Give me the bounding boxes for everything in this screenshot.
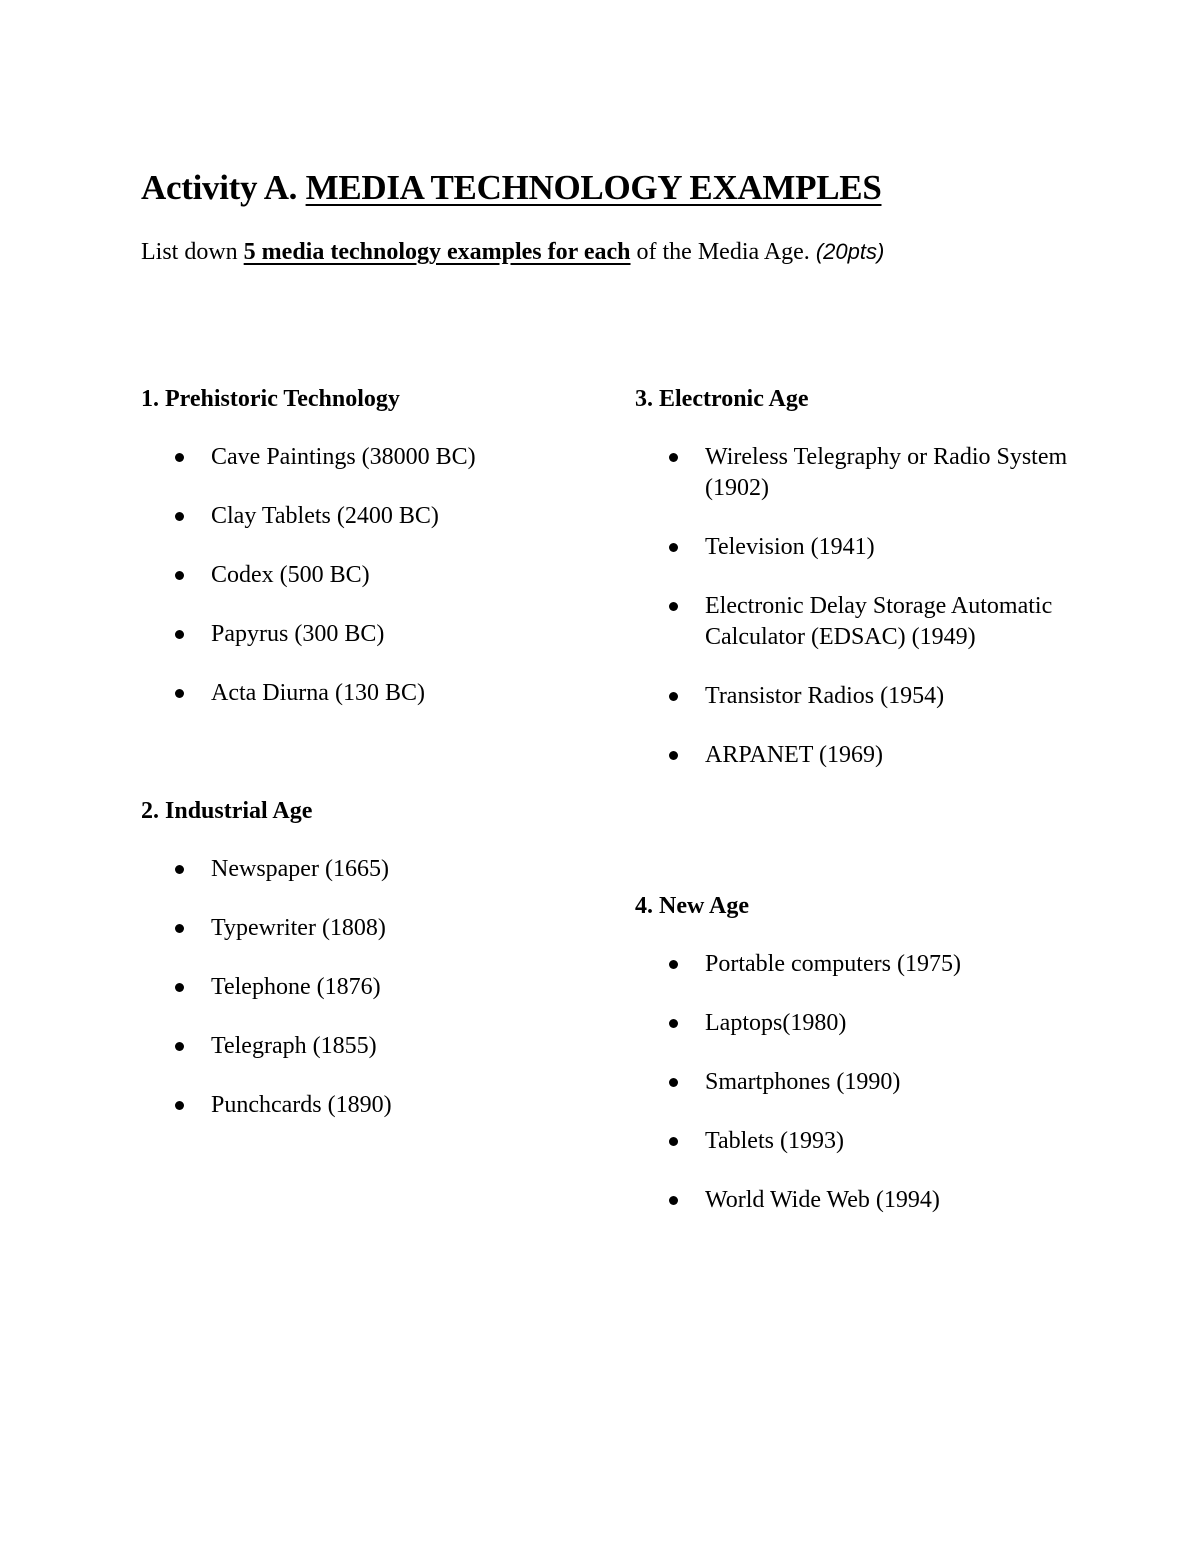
instruction-before: List down — [141, 239, 244, 265]
bullet-icon — [669, 1137, 678, 1146]
section-heading: 2. Industrial Age — [141, 798, 313, 824]
list-item — [635, 1008, 1075, 1039]
list-item-text: Portable computers (1975) — [705, 951, 961, 977]
bullet-icon — [175, 983, 184, 992]
section-industrial — [141, 796, 581, 1149]
list-item-text: Telegraph (1855) — [211, 1033, 377, 1059]
bullet-icon — [175, 924, 184, 933]
item-list — [141, 854, 581, 1121]
list-item-text: Clay Tablets (2400 BC) — [211, 503, 439, 529]
list-item-text: Newspaper (1665) — [211, 856, 389, 882]
bullet-icon — [175, 1042, 184, 1051]
list-item — [635, 532, 1075, 563]
list-item-text: World Wide Web (1994) — [705, 1187, 940, 1213]
bullet-icon — [669, 692, 678, 701]
list-item-text: Smartphones (1990) — [705, 1069, 901, 1095]
list-item-text: Cave Paintings (38000 BC) — [211, 444, 476, 470]
bullet-icon — [669, 1019, 678, 1028]
bullet-icon — [175, 630, 184, 639]
list-item — [635, 1067, 1075, 1098]
item-list — [635, 949, 1075, 1216]
list-item-text: Wireless Telegraphy or Radio System (1902) — [705, 444, 1068, 501]
list-item-text: Television (1941) — [705, 534, 875, 560]
bullet-icon — [175, 1101, 184, 1110]
bullet-icon — [175, 865, 184, 874]
list-item — [141, 913, 581, 944]
list-item — [141, 972, 581, 1003]
item-list — [141, 442, 581, 709]
list-item-text: Laptops(1980) — [705, 1010, 847, 1036]
list-item-text: Transistor Radios (1954) — [705, 683, 945, 709]
activity-title-prefix: Activity A. — [141, 168, 298, 207]
list-item — [635, 442, 1075, 504]
bullet-icon — [669, 960, 678, 969]
list-item-text: Electronic Delay Storage Automatic Calculator (EDSAC) (1949) — [705, 593, 1053, 650]
bullet-icon — [669, 602, 678, 611]
section-electronic — [635, 384, 1075, 799]
list-item-text: Codex (500 BC) — [211, 562, 370, 588]
list-item — [141, 1031, 581, 1062]
list-item — [635, 740, 1075, 771]
list-item-text: ARPANET (1969) — [705, 742, 884, 768]
bullet-icon — [175, 512, 184, 521]
list-item — [635, 1126, 1075, 1157]
list-item-text: Acta Diurna (130 BC) — [211, 680, 425, 706]
list-item-text: Typewriter (1808) — [211, 915, 386, 941]
bullet-icon — [669, 1078, 678, 1087]
list-item — [141, 678, 581, 709]
list-item — [635, 681, 1075, 712]
instruction-text — [141, 239, 884, 266]
list-item — [141, 501, 581, 532]
instruction-emphasis: 5 media technology examples for each — [243, 239, 631, 265]
section-new-age — [635, 891, 1075, 1244]
list-item — [635, 1185, 1075, 1216]
bullet-icon — [175, 689, 184, 698]
list-item — [141, 442, 581, 473]
section-heading: 1. Prehistoric Technology — [141, 386, 400, 412]
activity-title-main: MEDIA TECHNOLOGY EXAMPLES — [305, 168, 882, 207]
instruction-after: of the Media Age. — [630, 239, 816, 265]
list-item-text: Punchcards (1890) — [211, 1092, 392, 1118]
list-item — [141, 854, 581, 885]
list-item — [141, 560, 581, 591]
bullet-icon — [669, 751, 678, 760]
section-prehistoric — [141, 384, 581, 737]
list-item-text: Papyrus (300 BC) — [211, 621, 385, 647]
list-item — [141, 1090, 581, 1121]
activity-title — [141, 168, 882, 208]
bullet-icon — [669, 1196, 678, 1205]
list-item — [635, 949, 1075, 980]
list-item-text: Telephone (1876) — [211, 974, 381, 1000]
section-heading: 4. New Age — [635, 893, 749, 919]
bullet-icon — [669, 453, 678, 462]
list-item — [141, 619, 581, 650]
instruction-points: (20pts) — [815, 239, 885, 264]
list-item — [635, 591, 1075, 653]
bullet-icon — [175, 571, 184, 580]
bullet-icon — [175, 453, 184, 462]
bullet-icon — [669, 543, 678, 552]
section-heading: 3. Electronic Age — [635, 386, 809, 412]
list-item-text: Tablets (1993) — [705, 1128, 844, 1154]
item-list — [635, 442, 1075, 771]
